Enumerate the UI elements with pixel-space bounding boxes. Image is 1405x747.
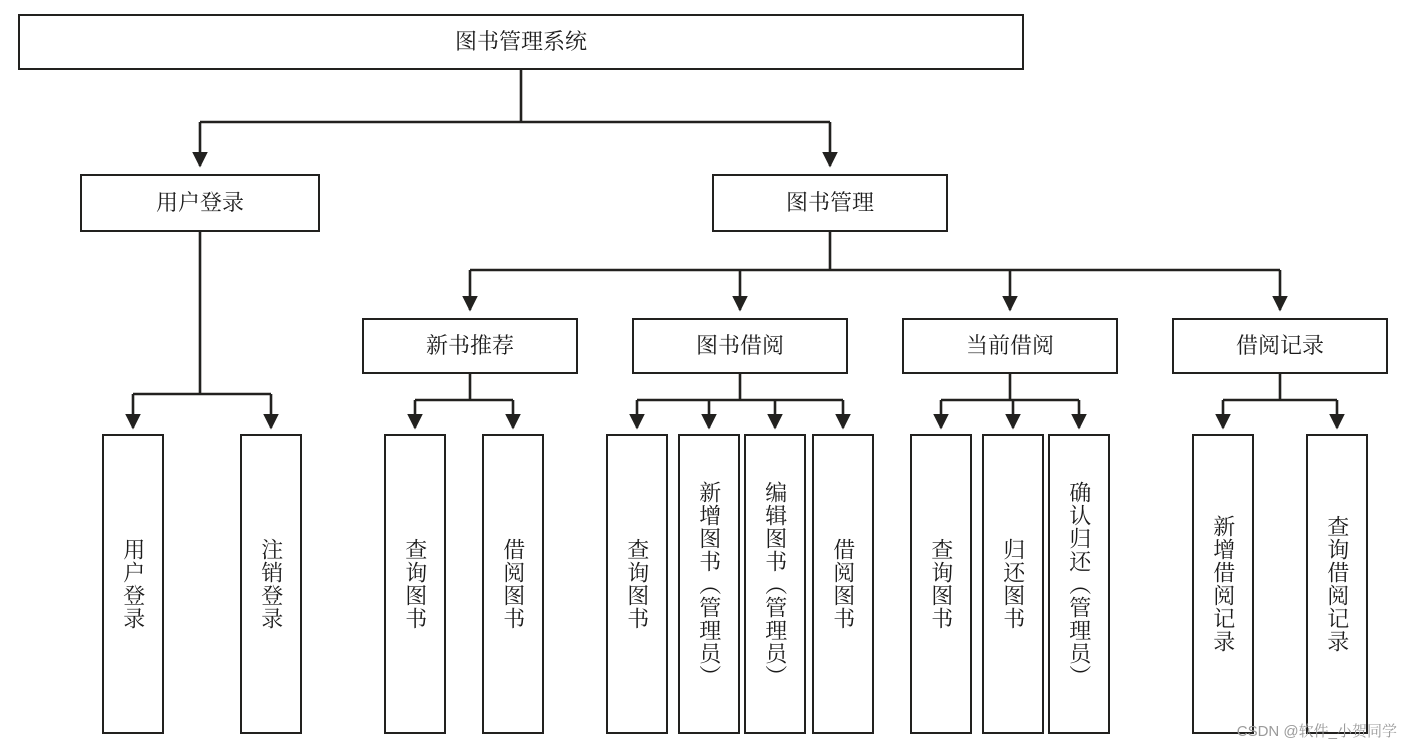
node-label: 编辑图书（管理员） xyxy=(762,480,788,688)
node-label: 借阅记录 xyxy=(1235,332,1324,358)
node-book-management xyxy=(712,174,948,232)
node-leaf-user-login xyxy=(102,434,164,734)
node-leaf-borrow-book-1 xyxy=(482,434,544,734)
node-leaf-user-logout xyxy=(240,434,302,734)
node-leaf-query-book-2 xyxy=(606,434,668,734)
node-label: 用户登录 xyxy=(120,538,146,630)
node-label: 当前借阅 xyxy=(965,332,1054,358)
node-current-borrow xyxy=(902,318,1118,374)
node-leaf-borrow-book-2 xyxy=(812,434,874,734)
node-leaf-edit-book xyxy=(744,434,806,734)
node-label: 查询图书 xyxy=(928,538,954,630)
node-label: 归还图书 xyxy=(1000,538,1026,630)
node-label: 新增借阅记录 xyxy=(1210,515,1236,653)
node-label: 图书管理系统 xyxy=(454,28,587,54)
node-leaf-add-borrow-record xyxy=(1192,434,1254,734)
node-borrow-records xyxy=(1172,318,1388,374)
node-label: 查询借阅记录 xyxy=(1324,515,1350,653)
node-label: 借阅图书 xyxy=(830,538,856,630)
node-label: 查询图书 xyxy=(402,538,428,630)
node-user-login-group xyxy=(80,174,320,232)
node-root xyxy=(18,14,1024,70)
node-leaf-confirm-return xyxy=(1048,434,1110,734)
node-label: 图书借阅 xyxy=(695,332,784,358)
node-label: 借阅图书 xyxy=(500,538,526,630)
watermark: CSDN @软件_小贺同学 xyxy=(1236,723,1397,740)
node-leaf-query-book-1 xyxy=(384,434,446,734)
node-leaf-query-book-3 xyxy=(910,434,972,734)
node-label: 新增图书（管理员） xyxy=(696,480,722,688)
node-leaf-add-book xyxy=(678,434,740,734)
node-label: 新书推荐 xyxy=(425,332,514,358)
node-book-borrow xyxy=(632,318,848,374)
node-label: 用户登录 xyxy=(155,189,244,215)
node-new-book-recommend xyxy=(362,318,578,374)
node-leaf-query-borrow-record xyxy=(1306,434,1368,734)
edge-group xyxy=(133,70,1337,428)
node-label: 注销登录 xyxy=(258,538,284,630)
node-label: 确认归还（管理员） xyxy=(1066,480,1092,688)
node-label: 查询图书 xyxy=(624,538,650,630)
node-label: 图书管理 xyxy=(785,189,874,215)
node-leaf-return-book xyxy=(982,434,1044,734)
